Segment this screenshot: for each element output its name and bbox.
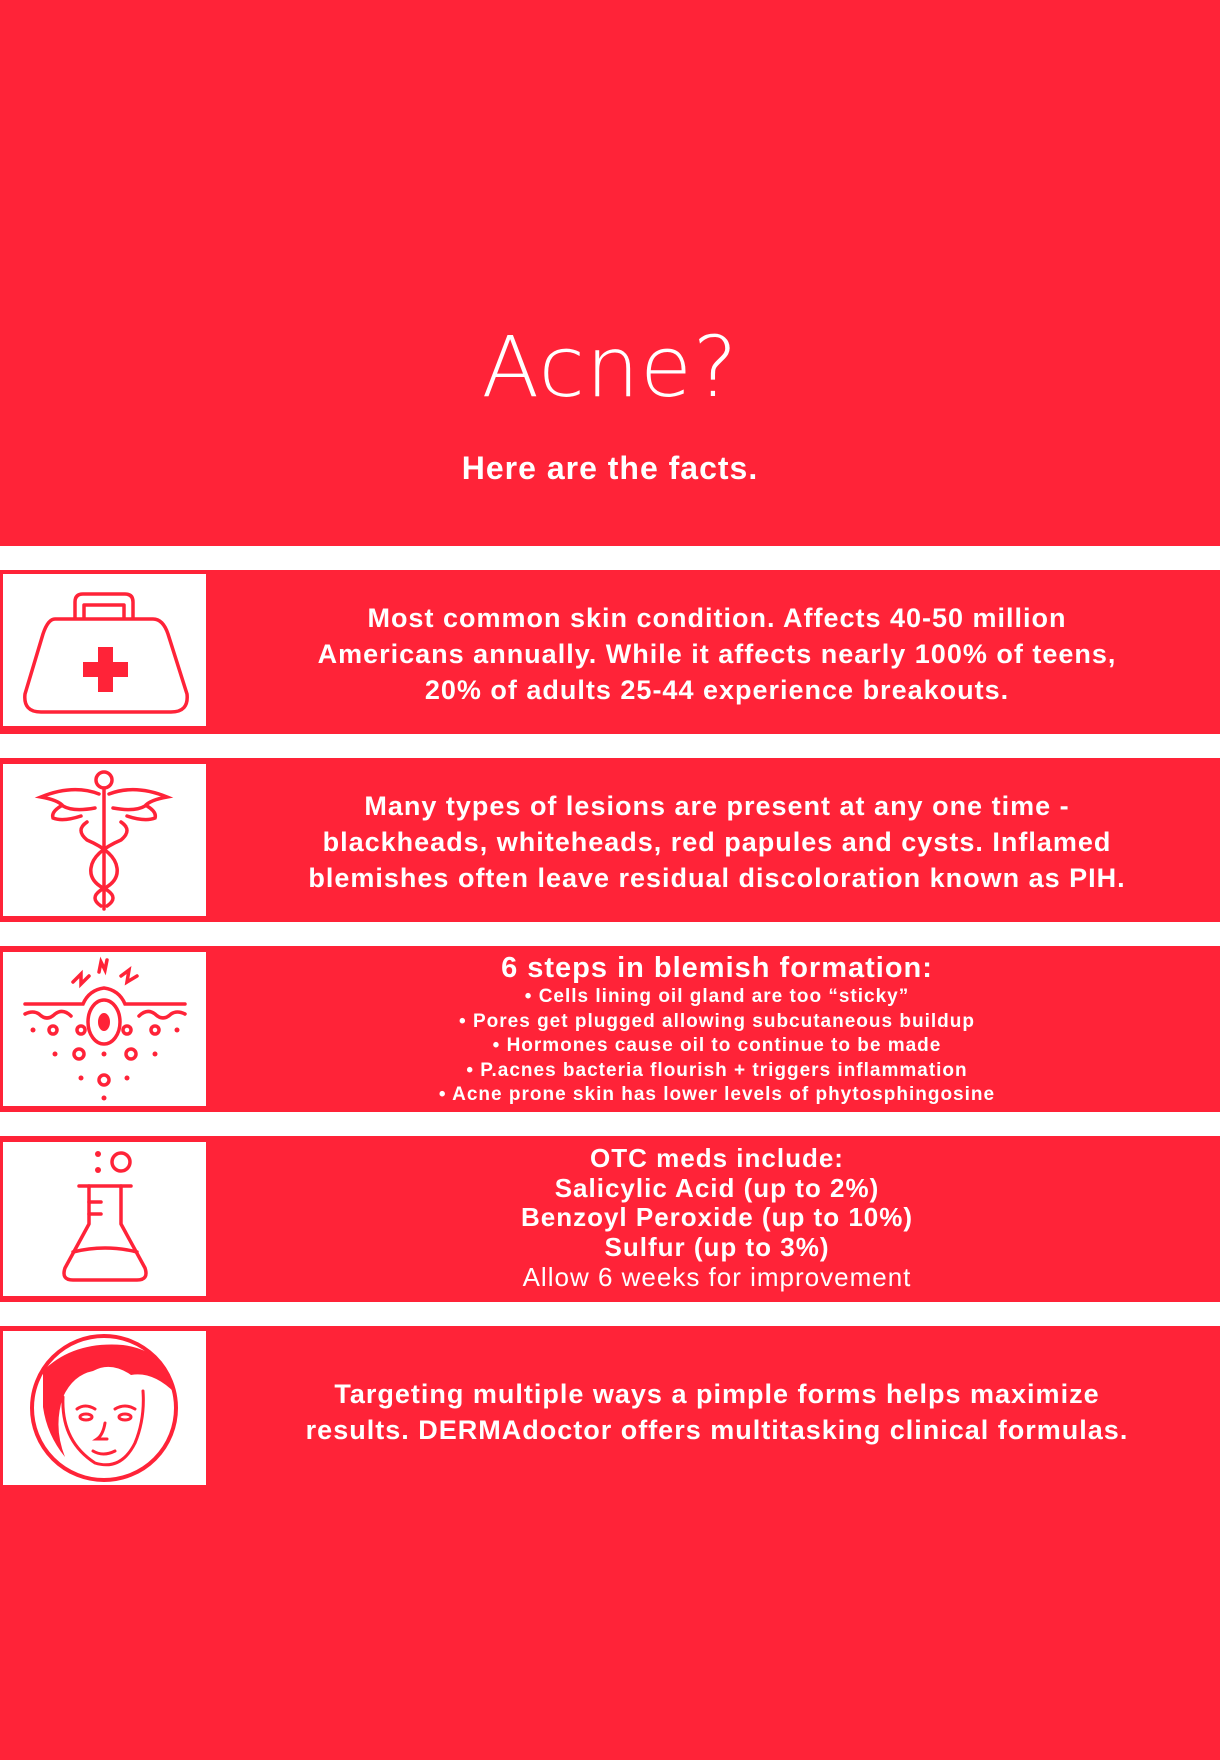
caduceus-icon — [3, 764, 206, 916]
otc-item: Benzoyl Peroxide (up to 10%) — [520, 1202, 914, 1232]
steps-heading: 6 steps in blemish formation: — [501, 952, 933, 984]
fact-row-lesions — [0, 758, 1220, 922]
fact-row-otc-meds — [0, 1136, 1220, 1302]
page-subtitle: Here are the facts. — [461, 450, 759, 486]
header-banner — [0, 0, 1220, 546]
fact-line: blemishes often leave residual discoloration known as PIH. — [308, 863, 1126, 893]
fact-row-dermadoctor — [0, 1326, 1220, 1500]
medical-bag-icon — [3, 574, 206, 726]
steps-item: • Cells lining oil gland are too “sticky” — [524, 986, 910, 1007]
icon-panel — [3, 952, 206, 1106]
otc-item: Sulfur (up to 3%) — [604, 1231, 830, 1262]
steps-item: • P.acnes bacteria flourish + triggers inflammation — [466, 1059, 968, 1081]
page-title: Acne? — [481, 318, 739, 416]
icon-panel — [3, 1331, 206, 1485]
fact-line: 20% of adults 25-44 experience breakouts. — [424, 675, 1010, 705]
fact-line: Targeting multiple ways a pimple forms helps maximize — [334, 1379, 1100, 1409]
otc-heading: OTC meds include: — [590, 1143, 844, 1173]
otc-item: Salicylic Acid (up to 2%) — [554, 1172, 880, 1203]
face-icon — [3, 1331, 206, 1485]
fact-row-blemish-steps — [0, 946, 1220, 1112]
fact-line: Americans annually. While it affects nearly 100% of teens, — [317, 639, 1117, 669]
icon-panel — [3, 764, 206, 916]
steps-item: • Pores get plugged allowing subcutaneous buildup — [459, 1010, 975, 1032]
flask-icon — [3, 1142, 206, 1296]
fact-line: results. DERMAdoctor offers multitasking clinical formulas. — [305, 1415, 1129, 1445]
steps-item: • Acne prone skin has lower levels of phytosphingosine — [438, 1084, 996, 1105]
fact-row-prevalence — [0, 570, 1220, 734]
fact-line: Many types of lesions are present at any one time - — [364, 791, 1070, 821]
skin-pore-icon — [3, 952, 206, 1106]
otc-note: Allow 6 weeks for improvement — [522, 1262, 912, 1292]
icon-panel — [3, 574, 206, 726]
fact-line: Most common skin condition. Affects 40-50 million — [367, 603, 1067, 633]
footer-band — [0, 1500, 1220, 1760]
icon-panel — [3, 1142, 206, 1296]
steps-item: • Hormones cause oil to continue to be made — [492, 1035, 942, 1056]
fact-line: blackheads, whiteheads, red papules and cysts. Inflamed — [322, 827, 1112, 857]
